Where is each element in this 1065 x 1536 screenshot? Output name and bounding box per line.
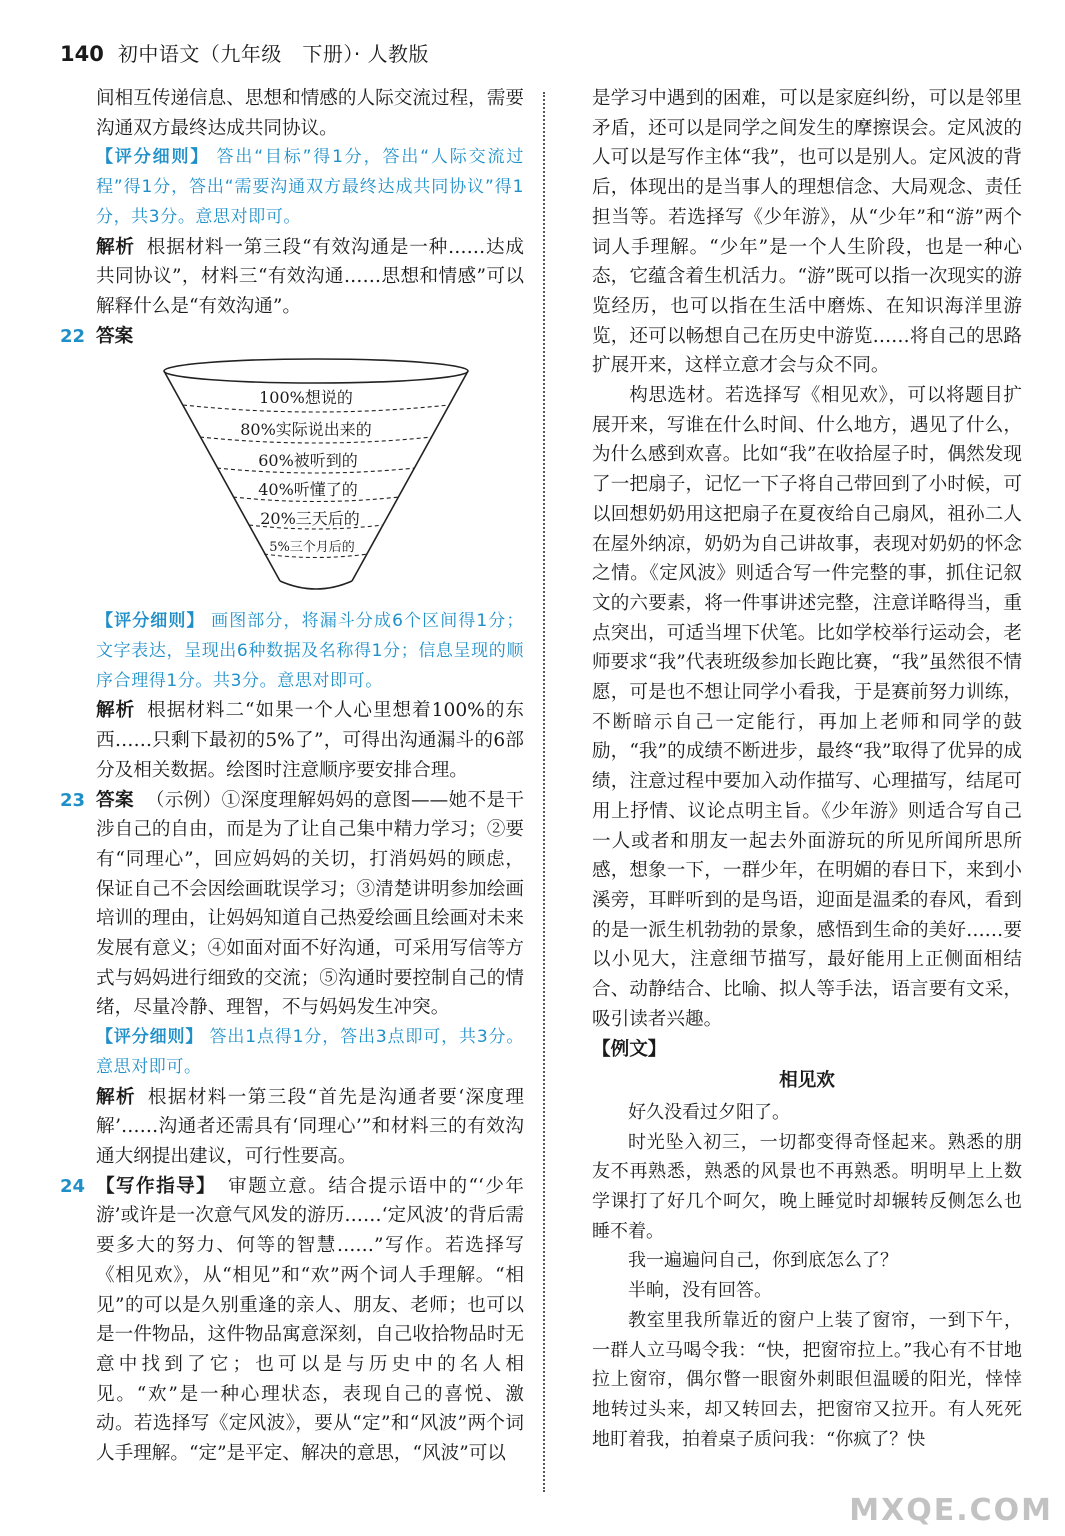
essay-paragraph: 我一遍遍问自己，你到底怎么了？ xyxy=(628,1250,898,1272)
page-number: 140 xyxy=(60,42,104,66)
essay-paragraph: 时光坠入初三，一切都变得奇怪起来。熟悉的朋友不再熟悉，熟悉的风景也不再熟悉。明明早上上数学课打了好几个呵欠，晚上睡觉时却辗转反侧怎么也睡不着。 xyxy=(592,1131,1022,1242)
answer-text: （示例）①深度理解妈妈的意图——她不是干涉自己的自由，而是为了让自己集中精力学习；②要有“同理心”，回应妈妈的关切，打消妈妈的顾虑，保证自己不会因绘画耽误学习；③清楚讲明参加绘画培训的理由，让妈妈知道自己热爱绘画且绘画对未来发展有意义；④如面对面不好沟通，可采用写信等方式与妈妈进行细致的交流；⑤沟通时要控制自己的情绪，尽量冷静、理智，不与妈妈发生冲突。 xyxy=(96,789,524,1019)
answer-label: 答案 xyxy=(96,789,134,811)
analysis-label: 解析 xyxy=(96,236,135,258)
essay-title: 相见欢 xyxy=(779,1070,835,1092)
funnel-label-80: 80%实际说出来的 xyxy=(240,420,372,440)
answer-label: 答案 xyxy=(96,325,134,347)
grading-text: 答出“目标”得1分，答出“人际交流过程”得1分，答出“需要沟通双方最终达成共同协议”得1分，共3分。意思对即可。 xyxy=(96,147,524,227)
q22-heading xyxy=(60,322,524,352)
grading-text: 画图部分，将漏斗分成6个区间得1分；文字表达，呈现出6种数据及名称得1分；信息呈现的顺序合理得1分。共3分。意思对即可。 xyxy=(96,611,524,691)
analysis-text: 根据材料二“如果一个人心里想着100%的东西……只剩下最初的5%了”，可得出沟通漏斗的6部分及相关数据。绘图时注意顺序要安排合理。 xyxy=(96,700,524,781)
analysis-label: 解析 xyxy=(96,700,136,722)
q21-analysis xyxy=(96,233,524,322)
essay-paragraph: 教室里我所靠近的窗户上装了窗帘，一到下午，一群人立马喝令我：“快，把窗帘拉上。”我心有不甘地拉上窗帘，偶尔瞥一眼窗外刺眼但温暖的阳光，悻悻地转过头来，却又转回去，把窗帘又拉开。有人死死地盯着我，拍着桌子质问我：“你疯了？快 xyxy=(592,1309,1022,1450)
essay-paragraph: 好久没看过夕阳了。 xyxy=(628,1101,790,1123)
q23-answer xyxy=(60,786,524,1024)
writing-guide-continued: 是学习中遇到的困难，可以是家庭纠纷，可以是邻里矛盾，还可以是同学之间发生的摩擦误会。定风波的人可以是写作主体“我”，也可以是别人。定风波的背后，体现出的是当事人的理想信念、大局观念、责任担当等。若选择写《少年游》，从“少年”和“游”两个词人手理解。“少年”是一个人生阶段，也是一种心态，它蕴含着生机活力。“游”既可以指一次现实的游览经历，也可以指在生活中磨炼、在知识海洋里游览，还可以畅想自己在历史中游览……将自己的思路扩展开来，这样立意才会与众不同。 xyxy=(592,88,1022,377)
question-number: 22 xyxy=(60,325,86,347)
book-title: 初中语文（九年级 下册）· 人教版 xyxy=(117,42,430,66)
q22-analysis xyxy=(96,696,524,785)
right-column xyxy=(592,84,1022,1454)
writing-guide-text: 审题立意。结合提示语中的“‘少年游’或许是一次意气风发的游历……‘定风波’的背后需要多大的努力、何等的智慧……”写作。若选择写《相见欢》，从“相见”和“欢”两个词人手理解。“相见”的可以是久别重逢的亲人、朋友、老师；也可以是一件物品，这件物品寓意深刻，自己收拾物品时无意中找到了它；也可以是与历史中的名人相见。“欢”是一种心理状态，表现自己的喜悦、激动。若选择写《定风波》，要从“定”和“风波”两个词人手理解。“定”是平定、解决的意思，“风波”可以 xyxy=(96,1175,524,1465)
analysis-label: 解析 xyxy=(96,1086,136,1108)
q23-analysis xyxy=(96,1083,524,1172)
funnel-label-20: 20%三天后的 xyxy=(260,509,360,529)
grading-label: 【评分细则】 xyxy=(96,1027,204,1048)
example-label: 【例文】 xyxy=(592,1038,667,1060)
analysis-text: 根据材料一第三段“首先是沟通者要‘深度理解’……沟通者还需具有‘同理心’”和材料三的有效沟通大纲提出建议，可行性要高。 xyxy=(96,1086,524,1167)
left-column xyxy=(60,84,524,1469)
essay-paragraph: 半晌，没有回答。 xyxy=(628,1280,772,1302)
q24-writing-guide xyxy=(60,1172,524,1469)
q21-grading xyxy=(96,143,524,232)
communication-funnel-diagram xyxy=(96,357,524,605)
page-header xyxy=(60,38,429,68)
question-number: 23 xyxy=(60,789,86,811)
funnel-label-40: 40%听懂了的 xyxy=(258,480,358,500)
q23-grading xyxy=(96,1023,524,1082)
q22-grading xyxy=(96,607,524,696)
question-number: 24 xyxy=(60,1175,86,1197)
grading-text: 答出1点得1分，答出3点即可，共3分。意思对即可。 xyxy=(96,1027,524,1077)
material-selection-paragraph: 构思选材。若选择写《相见欢》，可以将题目扩展开来，写谁在什么时间、什么地方，遇见了什么，为什么感到欢喜。比如“我”在收拾屋子时，偶然发现了一把扇子，记忆一下子将自己带回到了小时候，可以回想奶奶用这把扇子在夏夜给自己扇风，祖孙二人在屋外纳凉，奶奶为自己讲故事，表现对奶奶的怀念之情。《定风波》则适合写一件完整的事，抓住记叙文的六要素，将一件事讲述完整，注意详略得当，重点突出，可适当埋下伏笔。比如学校举行运动会，老师要求“我”代表班级参加长跑比赛，“我”虽然很不情愿，可是也不想让同学小看我，于是赛前努力训练，不断暗示自己一定能行，再加上老师和同学的鼓励，“我”的成绩不断进步，最终“我”取得了优异的成绩，注意过程中要加入动作描写、心理描写，结尾可用上抒情、议论点明主旨。《少年游》则适合写自己一人或者和朋友一起去外面游玩的所见所闻所思所感，想象一下，一群少年，在明媚的春日下，来到小溪旁，耳畔听到的是鸟语，迎面是温柔的春风，看到的是一派生机勃勃的景象，感悟到生命的美好……要以小见大，注意细节描写，最好能用上正侧面相结合、动静结合、比喻、拟人等手法，语言要有文采，吸引读者兴趣。 xyxy=(592,385,1022,1030)
funnel-label-5: 5%三个月后的 xyxy=(269,540,355,556)
grading-label: 【评分细则】 xyxy=(96,147,210,168)
column-divider xyxy=(543,92,545,1492)
watermark: MXQE.COM xyxy=(849,1493,1053,1528)
q21-continuation: 间相互传递信息、思想和情感的人际交流过程，需要沟通双方最终达成共同协议。 xyxy=(96,88,524,139)
funnel-label-100: 100%想说的 xyxy=(259,388,353,408)
grading-label: 【评分细则】 xyxy=(96,611,205,632)
writing-guide-label: 【写作指导】 xyxy=(96,1175,217,1197)
analysis-text: 根据材料一第三段“有效沟通是一种……达成共同协议”，材料三“有效沟通……思想和情感”可以解释什么是“有效沟通”。 xyxy=(96,236,524,317)
funnel-label-60: 60%被听到的 xyxy=(258,451,358,471)
